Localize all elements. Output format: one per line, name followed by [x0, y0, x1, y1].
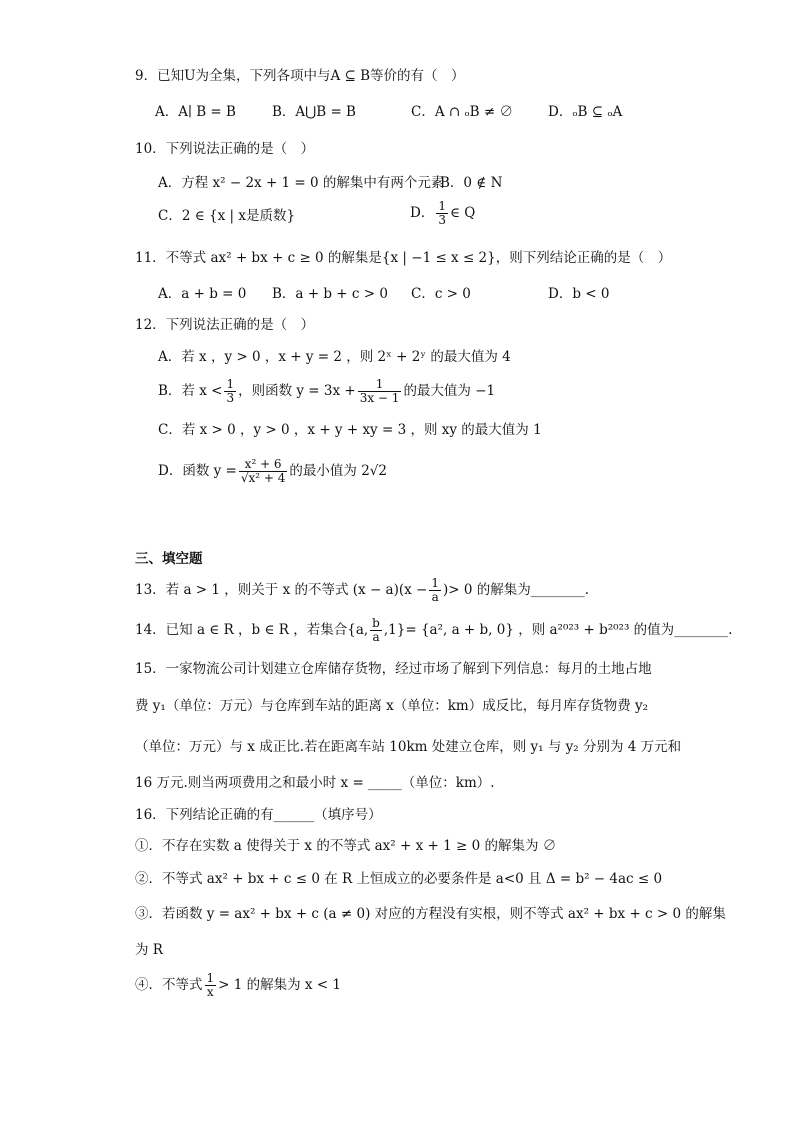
q11-stem-b: ，则下列结论正确的是（ ）	[495, 250, 672, 266]
q13-paren-right: )	[443, 582, 449, 598]
q12-b-fraction-1	[224, 378, 236, 405]
q9-option-c: C．A ∩ ₒB ≠ ∅	[411, 104, 513, 120]
q12-d-fraction	[239, 458, 288, 485]
q16-o4-numerator: 1	[206, 971, 215, 985]
q14-numerator: b	[372, 616, 380, 630]
q10-option-a: A．方程 x² − 2x + 1 = 0 的解集中有两个元素	[158, 175, 445, 191]
q12-option-d	[158, 458, 387, 485]
q15-line-4: 16 万元.则当两项费用之和最小时 x = _____（单位：km）.	[135, 775, 495, 791]
q14-set-right: ,1}	[383, 622, 406, 638]
q12-b-mid: ，则函数 y = 3x +	[238, 383, 356, 399]
q12-b-post: 的最大值为 −1	[403, 383, 496, 399]
q15-line-2: 费 y₁（单位：万元）与仓库到车站的距离 x（单位：km）成反比，每月库存货物费 y₂	[135, 698, 649, 714]
q16-o4-denominator: x	[205, 985, 217, 999]
q15-line-3: （单位：万元）与 x 成正比.若在距离车站 10km 处建立仓库，则 y₁ 与 y₂ 分别为 4 万元和	[135, 739, 682, 755]
q10-d-numerator: 1	[438, 199, 446, 213]
q16-stem: 16．下列结论正确的有______（填序号）	[135, 807, 382, 823]
q16-option-4	[135, 972, 341, 999]
q12-d-numerator: x² + 6	[244, 457, 282, 471]
q9-stem: 9．已知U为全集，下列各项中与A ⊆ B等价的有（ ）	[135, 68, 465, 84]
q10-stem: 10．下列说法正确的是（ ）	[135, 141, 315, 157]
q9-option-a: A．A∣ B = B	[155, 104, 236, 120]
q13	[135, 577, 589, 604]
q12-d-denominator: √x² + 4	[240, 471, 286, 485]
q16-o4-pre: ④．不等式	[135, 977, 203, 993]
q11-stem-set: {x | −1 ≤ x ≤ 2}	[381, 250, 496, 266]
section-3-title: 三、填空题	[135, 551, 203, 567]
q12-d-post: 的最小值为 2√2	[289, 463, 387, 479]
q12-b-den-1: 3	[226, 391, 235, 405]
q11-option-b: B．a + b + c > 0	[272, 286, 388, 302]
q12-b-num-2: 1	[375, 377, 384, 391]
q10-d-prefix: D．	[410, 205, 435, 221]
q10-option-d	[410, 200, 475, 227]
q14-pre: 14．已知 a ∈ R ，b ∈ R ，若集合	[135, 622, 348, 638]
q11-option-a: A．a + b = 0	[158, 286, 247, 302]
q16-option-3-line-2: 为 R	[135, 942, 163, 958]
q14-post: = {a², a + b, 0} ，则 a²⁰²³ + b²⁰²³ 的值为________.	[405, 622, 733, 638]
q16-o4-fraction	[205, 972, 217, 999]
q9-option-b: B．A⋃B = B	[272, 104, 356, 120]
q11-stem-a: 11．不等式 ax² + bx + c ≥ 0 的解集是	[135, 250, 382, 266]
q13-pre: 13．若 a > 1 ，则关于 x 的不等式 (x − a)	[135, 582, 399, 598]
q16-option-2: ②．不等式 ax² + bx + c ≤ 0 在 R 上恒成立的必要条件是 a<0 且 Δ = b² − 4ac ≤ 0	[135, 871, 663, 887]
q11-stem	[135, 248, 671, 268]
q10-d-denominator: 3	[438, 213, 446, 227]
q12-b-den-2: 3x − 1	[359, 391, 400, 405]
q14	[135, 617, 732, 644]
q11-option-c: C．c > 0	[411, 286, 471, 302]
q14-denominator: a	[370, 630, 382, 644]
q13-post: > 0 的解集为________.	[448, 582, 590, 598]
q12-option-b	[158, 378, 495, 405]
q12-d-pre: D．函数 y =	[158, 463, 237, 479]
q10-d-suffix: ∈ Q	[449, 205, 476, 221]
q12-b-pre: B．若 x <	[158, 383, 223, 399]
q12-option-c: C．若 x > 0 ，y > 0 ，x + y + xy = 3 ，则 xy 的最大值为 1	[158, 422, 542, 438]
q12-b-num-1: 1	[226, 377, 235, 391]
q10-option-c: C．2 ∈ {x | x是质数}	[158, 208, 296, 224]
q14-fraction	[370, 617, 382, 644]
q10-d-fraction	[436, 200, 448, 227]
q16-option-1: ①．不存在实数 a 使得关于 x 的不等式 ax² + x + 1 ≥ 0 的解集为 ∅	[135, 838, 557, 854]
q11-option-d: D．b < 0	[548, 286, 610, 302]
q13-denominator: a	[429, 590, 441, 604]
q13-paren-left: (x −	[398, 582, 428, 598]
q13-fraction	[429, 577, 441, 604]
q12-option-a: A．若 x ，y > 0 ，x + y = 2 ，则 2ˣ + 2ʸ 的最大值为 4	[158, 349, 511, 365]
q16-option-3-line-1: ③．若函数 y = ax² + bx + c (a ≠ 0) 对应的方程没有实根，则不等式 ax² + bx + c > 0 的解集	[135, 906, 726, 922]
q16-o4-post: > 1 的解集为 x < 1	[218, 977, 342, 993]
q12-b-fraction-2	[358, 378, 402, 405]
q12-stem: 12．下列说法正确的是（ ）	[135, 317, 315, 333]
q9-option-d: D．ₒB ⊆ ₒA	[548, 104, 623, 120]
q14-set-left: {a,	[347, 622, 369, 638]
q15-line-1: 15．一家物流公司计划建立仓库储存货物，经过市场了解到下列信息：每月的土地占地	[135, 661, 652, 677]
q10-option-b: B．0 ∉ N	[440, 175, 503, 191]
q13-numerator: 1	[431, 576, 439, 590]
